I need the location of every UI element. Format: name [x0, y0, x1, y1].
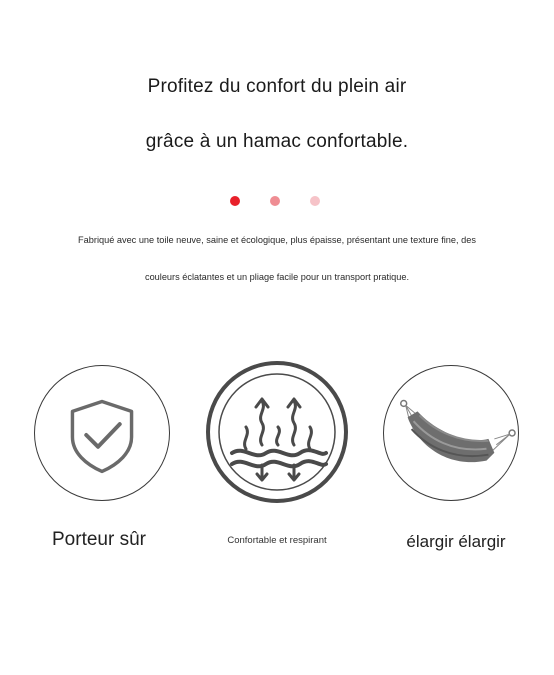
feature-circle-breathable: [206, 361, 348, 503]
carousel-dot-3[interactable]: [310, 196, 320, 206]
description-line-1: Fabriqué avec une toile neuve, saine et écologique, plus épaisse, présentant une texture fine, des: [78, 235, 476, 245]
hammock-icon: [384, 366, 518, 500]
breathable-fabric-icon: [210, 365, 344, 499]
feature-label-safe: Porteur sûr: [52, 529, 146, 550]
description-line-2: couleurs éclatantes et un pliage facile pour un transport pratique.: [144, 272, 410, 282]
carousel-dot-2[interactable]: [270, 196, 280, 206]
feature-label-wide: élargir élargir: [406, 532, 506, 551]
feature-label-breathable: Confortable et respirant: [227, 535, 327, 546]
feature-circle-wide: [383, 365, 519, 501]
shield-check-icon: [35, 366, 169, 500]
headline-line-2: grâce à un hamac confortable.: [145, 131, 409, 152]
feature-circle-safe: [34, 365, 170, 501]
carousel-dots: [0, 196, 554, 208]
headline-line-1: Profitez du confort du plein air: [147, 76, 407, 97]
carousel-dot-1[interactable]: [230, 196, 240, 206]
